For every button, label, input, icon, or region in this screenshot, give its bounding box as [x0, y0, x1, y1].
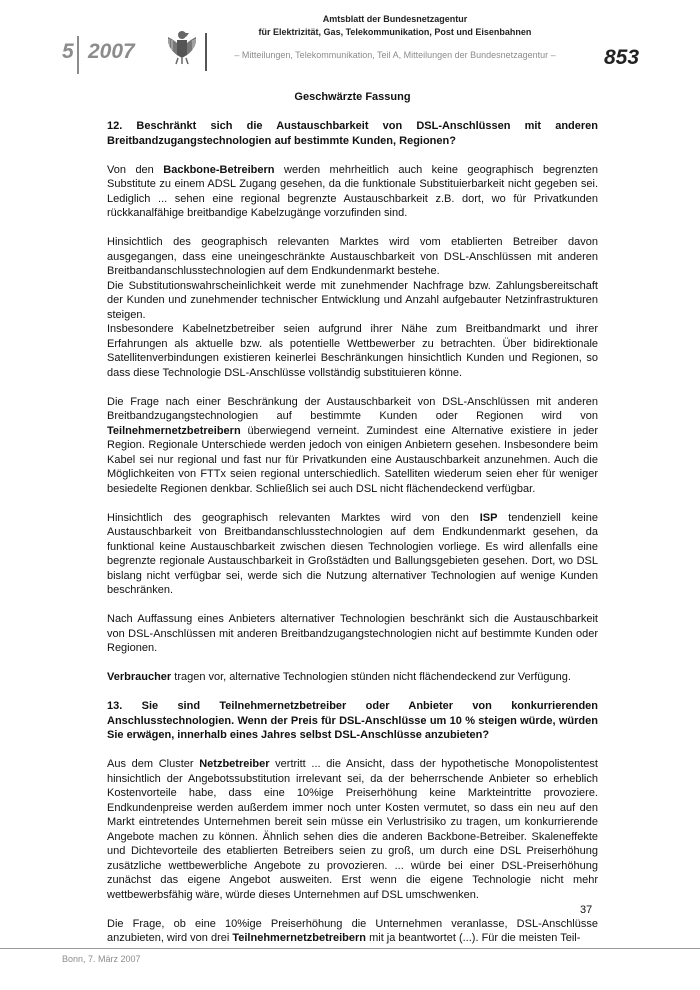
- issue-divider: [77, 36, 79, 74]
- paragraph: Die Substitutionswahrscheinlichkeit werde mit zunehmender Nachfrage bzw. Zahlungsbereitschaft der Kunden und zunehmender technischer Entwicklung und Anzahl aufgebauter Netzinfrastrukturen steigen.: [107, 279, 598, 321]
- page-number: 37: [580, 904, 593, 916]
- paragraph: Nach Auffassung eines Anbieters alternativer Technologien beschränkt sich die Austauschbarkeit von DSL-Anschlüssen mit anderen Breitbandzugangstechnologien nicht auf bestimmte Kunden oder Regionen.: [107, 613, 598, 654]
- footer-date: Bonn, 7. März 2007: [62, 954, 141, 964]
- paragraph: Hinsichtlich des geographisch relevanten Marktes wird von den ISP tendenziell keine Austauschbarkeit von Breitbandanschlusstechnologien auf dem Endkundenmarkt gesehen, da funktional keine Austauschbarkeit zwischen diesen Technologien vorliege. Es wird allenfalls eine begrenzte regionale Austauschbarkeit in Großstädten und Ballungsgebieten gesehen. Dort, wo DSL bislang nicht verfügbar sei, werde sich die Nutzung alternativer Technologien auf wenige Kunden beschränken.: [107, 511, 598, 596]
- publisher-line-2: für Elektrizität, Gas, Telekommunikation, Post und Eisenbahnen: [258, 27, 532, 37]
- paragraph: Die Frage, ob eine 10%ige Preiserhöhung die Unternehmen veranlasse, DSL-Anschlüsse anzubieten, wird von drei Teilnehmernetzbetreibern mit ja beantwortet (...). Für die meisten Teil-: [107, 917, 598, 944]
- document-body: [107, 90, 598, 960]
- question-13-heading: 13. Sie sind Teilnehmernetzbetreiber oder Anbieter von konkurrierenden Anschlusstechnologien. Wenn der Preis für DSL-Anschlüsse um 10 % steigen würde, würden Sie erwägen, innerhalb eines Jahres selbst DSL-Anschlüsse anzubieten?: [107, 700, 598, 741]
- journal-page-number: 853: [604, 46, 640, 69]
- issue-number: 5: [62, 40, 74, 63]
- paragraph: Die Frage nach einer Beschränkung der Austauschbarkeit von DSL-Anschlüssen mit anderen Breitbandzugangstechnologien auf bestimmte Kunden oder Regionen wird von Teilnehmernetzbetreibern überwiegend verneint. Zumindest eine Alternative existiere in jeder Region. Regionale Unterschiede werden jedoch von einigen Anbietern gesehen. Insbesondere beim Kabel sei nur regional und fast nur für Privatkunden eine Austauschbarkeit anzunehmen. Auch die Möglichkeiten von FTTx seien regional unterschiedlich. Satelliten wiederum seien eher für weniger besiedelte Regionen denkbar. Schließlich sei auch DSL nicht flächendeckend verfügbar.: [107, 395, 598, 495]
- paragraph: Von den Backbone-Betreibern werden mehrheitlich auch keine geographisch begrenzten Substitute zu einem ADSL Zugang gesehen, da die funktionale Substituierbarkeit nicht gegeben sei. Lediglich ... sehen eine regional begrenzte Austauschbarkeit z.B. dort, wo für Privatkunden rückkanalfähige breitbandige Kabelzugänge vorzufinden sind.: [107, 163, 598, 219]
- header-divider: [205, 33, 207, 71]
- issue-year: 2007: [88, 40, 135, 63]
- paragraph: Hinsichtlich des geographisch relevanten Marktes wird vom etablierten Betreiber davon ausgegangen, dass eine uneingeschränkte Austauschbarkeit von DSL-Anschlüssen mit anderen Breitbandanschlusstechnologien auf dem Endkundenmarkt bestehe.: [107, 236, 598, 277]
- question-12-heading: 12. Beschränkt sich die Austauschbarkeit von DSL-Anschlüssen mit anderen Breitbandzugangstechnologien auf bestimmte Kunden, Regionen?: [107, 120, 598, 147]
- paragraph: Verbraucher tragen vor, alternative Technologien stünden nicht flächendeckend zur Verfügung.: [107, 671, 571, 683]
- paragraph: Insbesondere Kabelnetzbetreiber seien aufgrund ihrer Nähe zum Breitbandmarkt und ihrer Erfahrungen als aktuelle bzw. als potentielle Wettbewerber zu betrachten. Über bidirektionale Satellitenverbindungen existieren keinerlei Beschränkungen hinsichtlich Kunden und Regionen, so dass diese Technologie DSL-Anschlüsse vollständig substituieren könne.: [107, 323, 598, 379]
- page-title: Geschwärzte Fassung: [294, 91, 411, 103]
- publisher-line-1: Amtsblatt der Bundesnetzagentur: [322, 14, 468, 24]
- header-subtitle: – Mitteilungen, Telekommunikation, Teil A, Mitteilungen der Bundesnetzagentur –: [234, 50, 556, 60]
- federal-eagle-icon: [166, 27, 198, 65]
- footer-divider: [0, 948, 700, 949]
- paragraph: Aus dem Cluster Netzbetreiber vertritt ... die Ansicht, dass der hypothetische Monopolistentest hinsichtlich der Angebotssubstitution irrelevant sei, da der beherrschende Anbieter so erheblich Kostenvorteile habe, dass eine 10%ige Preiserhöhung keine Markteintritte provoziere. Endkundenpreise werden außerdem immer noch unter Kosten vermutet, so dass ein neu auf den Markt eintretendes Unternehmen bereit sein müsse ein Verlustrisiko zu tragen, um konkurrierende Angebote machen zu können. Ähnlich sehen dies die anderen Backbone-Betreiber. Skaleneffekte und Dichtevorteile des etablierten Betreibers seien zu groß, um durch eine DSL Preiserhöhung zusätzliche wettbewerbliche Angebote zu provozieren. ... würde bei einer DSL-Preiserhöhung zunächst das eigene Angebot ausweiten. Erst wenn die eigene Technologie nicht mehr wettbewerbsfähig wäre, würde dieses Unternehmen auf DSL umschwenken.: [107, 758, 598, 901]
